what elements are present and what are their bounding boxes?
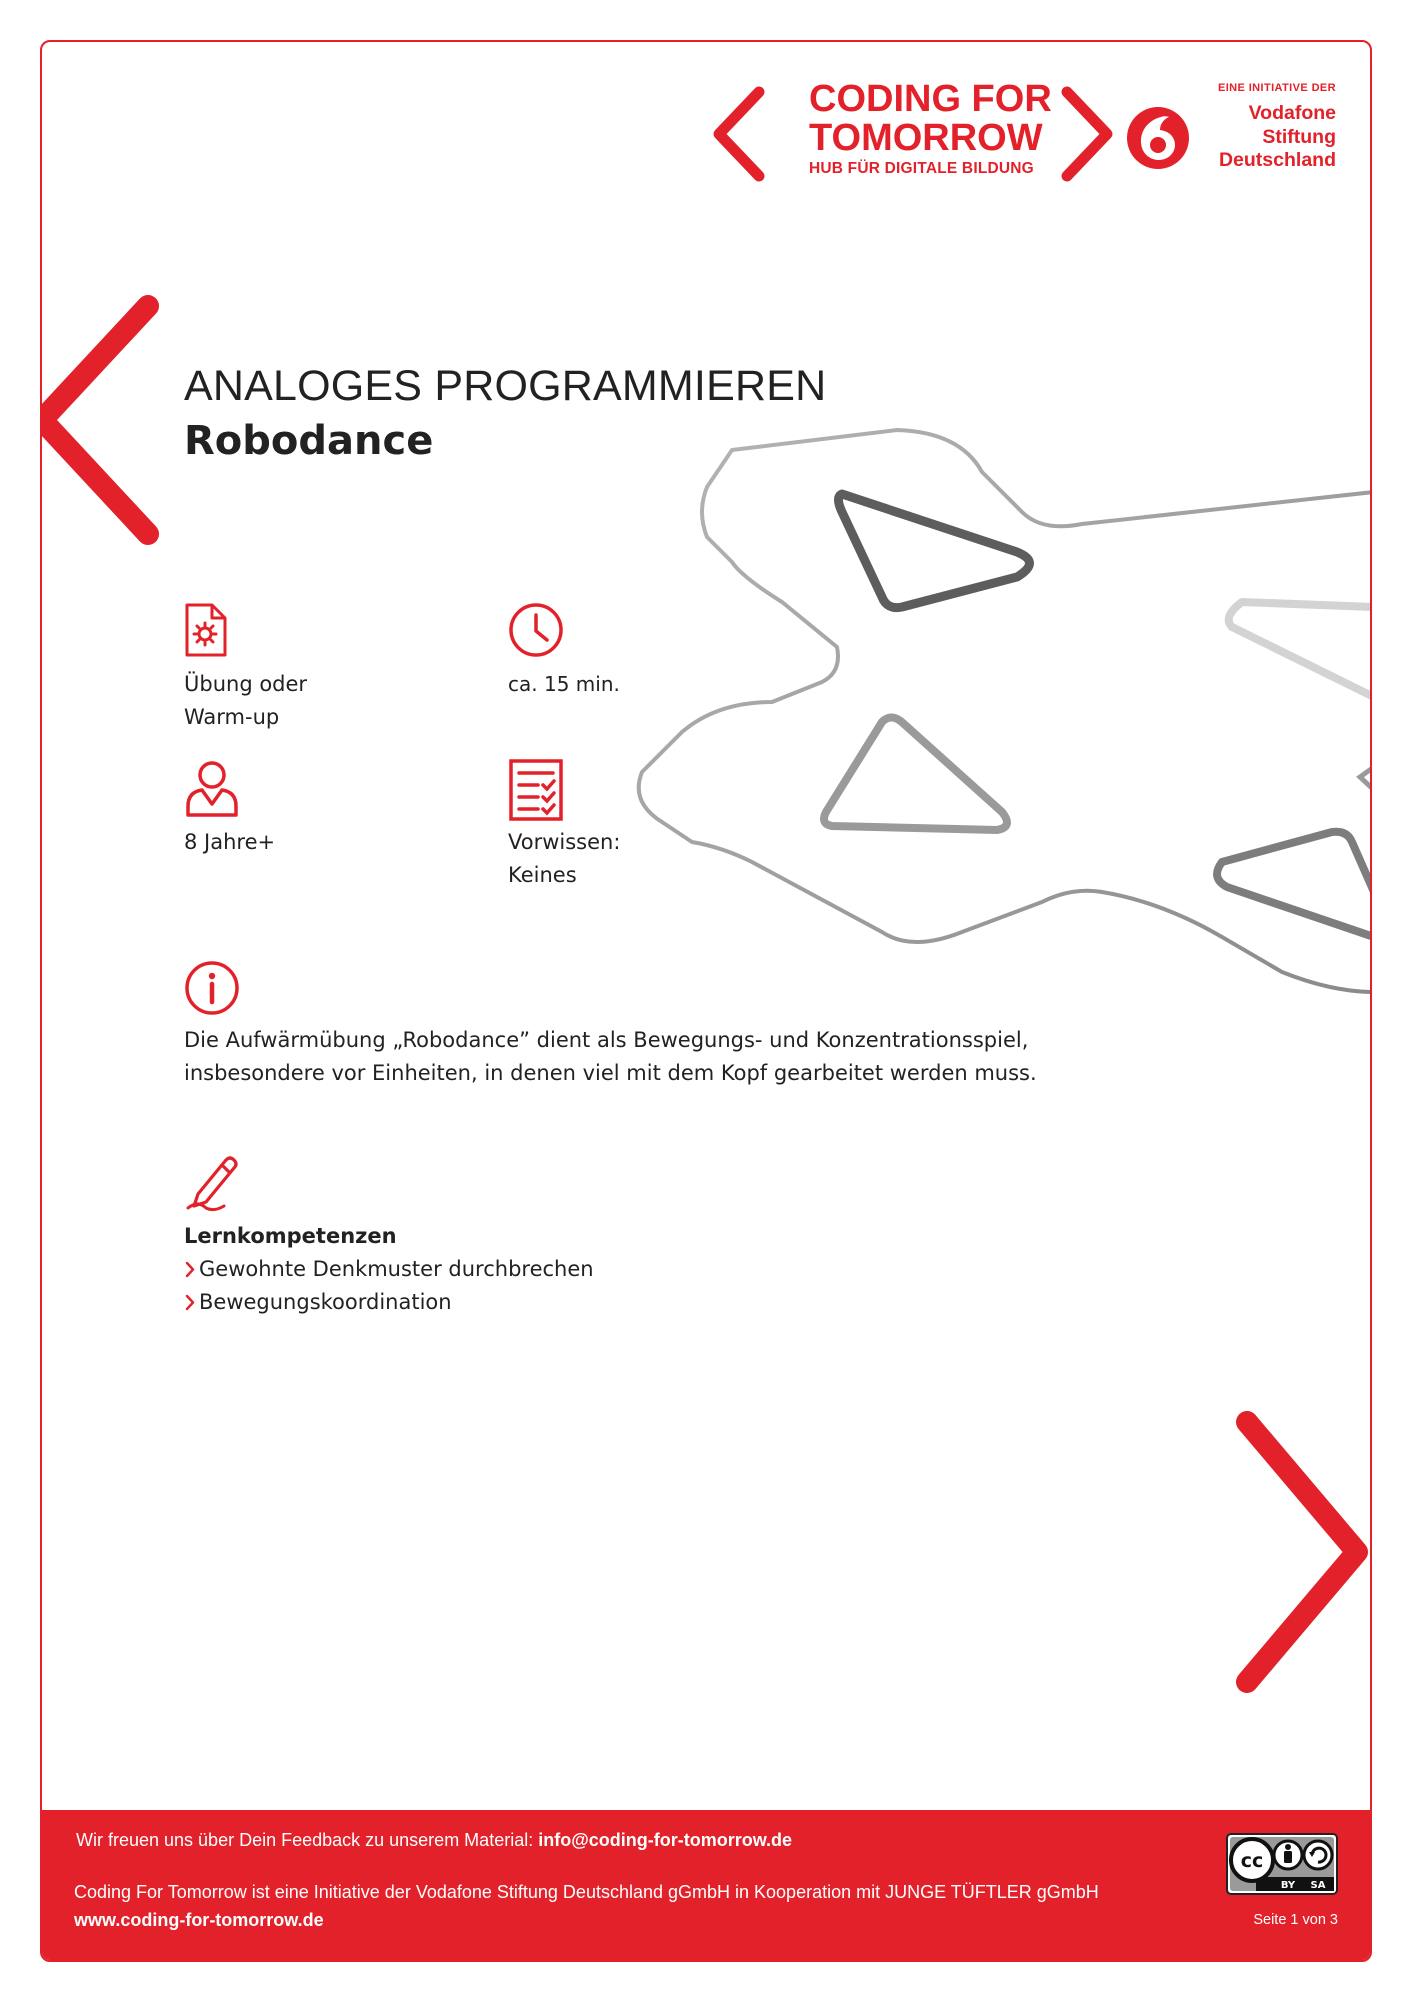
page-title: ANALOGES PROGRAMMIEREN (184, 362, 827, 410)
logo-subtitle: HUB FÜR DIGITALE BILDUNG (809, 160, 1034, 177)
page-frame (40, 40, 1372, 1962)
right-chevron-decoration (1247, 1422, 1357, 1682)
page-subtitle: Robodance (184, 418, 434, 464)
triangle-decoration (1229, 602, 1372, 697)
svg-text:cc: cc (1240, 1850, 1264, 1872)
duration: ca. 15 min. (508, 672, 620, 696)
license-by-label: BY (1280, 1880, 1296, 1891)
star-shape-decoration (639, 430, 1372, 992)
vodafone-speechmark-icon (1126, 106, 1190, 170)
lernkompetenzen-list (184, 1253, 594, 1319)
triangle-decoration (839, 494, 1030, 608)
website-link[interactable]: www.coding-for-tomorrow.de (74, 1910, 324, 1930)
decorative-graphics (42, 42, 1372, 1962)
feedback-line (76, 1830, 792, 1851)
foundation-name-line-3: Deutschland (1218, 149, 1336, 171)
age-range: 8 Jahre+ (184, 830, 276, 854)
foundation-name-line-1: Vodafone (1248, 102, 1336, 124)
document-gear-icon (184, 602, 228, 658)
pencil-icon (184, 1152, 240, 1212)
logo-line-2: TOMORROW (809, 117, 1043, 159)
feedback-email-link[interactable]: info@coding-for-tomorrow.de (538, 1830, 793, 1850)
left-chevron-decoration (42, 306, 148, 534)
list-item-text: Bewegungskoordination (199, 1290, 452, 1314)
vodafone-stiftung-logo (1126, 82, 1336, 182)
prior-knowledge (508, 826, 620, 892)
list-item (184, 1286, 594, 1319)
title-block (184, 360, 826, 470)
exercise-type (184, 668, 307, 734)
exercise-type-line-1: Übung oder (184, 672, 308, 696)
coding-for-tomorrow-logo (707, 74, 1119, 184)
triangle-decoration (824, 717, 1007, 830)
page-number: Seite 1 von 3 (1253, 1912, 1338, 1928)
description (184, 1024, 1134, 1090)
feedback-text: Wir freuen uns über Dein Feedback zu unserem Material: (76, 1830, 539, 1850)
triangle-decoration (1360, 767, 1372, 790)
person-icon (184, 758, 240, 818)
footer (42, 1810, 1370, 1960)
chevron-right-icon (184, 1253, 197, 1286)
triangle-decoration (1217, 832, 1372, 937)
info-icon (184, 960, 240, 1016)
initiative-statement: Coding For Tomorrow ist eine Initiative der Vodafone Stiftung Deutschland gGmbH in Kooperation mit JUNGE TÜFTLER gGmbH (74, 1882, 1099, 1902)
description-line-1: Die Aufwärmübung „Robodance” dient als Bewegungs- und Konzentrationsspiel, (184, 1028, 1029, 1052)
foundation-name (1219, 102, 1336, 173)
lernkompetenzen-heading: Lernkompetenzen (184, 1224, 397, 1248)
exercise-type-line-2: Warm-up (184, 705, 280, 729)
cc-by-sa-license-badge (1226, 1833, 1338, 1895)
foundation-name-line-2: Stiftung (1262, 125, 1336, 148)
chevron-right-icon (184, 1286, 197, 1319)
description-line-2: insbesondere vor Einheiten, in denen viel mit dem Kopf gearbeitet werden muss. (184, 1061, 1037, 1085)
clock-icon (508, 602, 564, 658)
prior-knowledge-label: Vorwissen: (508, 830, 621, 854)
logo-line-1: CODING FOR (809, 78, 1052, 120)
checklist-icon (508, 758, 564, 822)
list-item (184, 1253, 594, 1286)
license-sa-label: SA (1310, 1880, 1326, 1891)
list-item-text: Gewohnte Denkmuster durchbrechen (199, 1257, 594, 1281)
prior-knowledge-value: Keines (508, 863, 577, 887)
initiative-label: EINE INITIATIVE DER (1217, 82, 1336, 94)
